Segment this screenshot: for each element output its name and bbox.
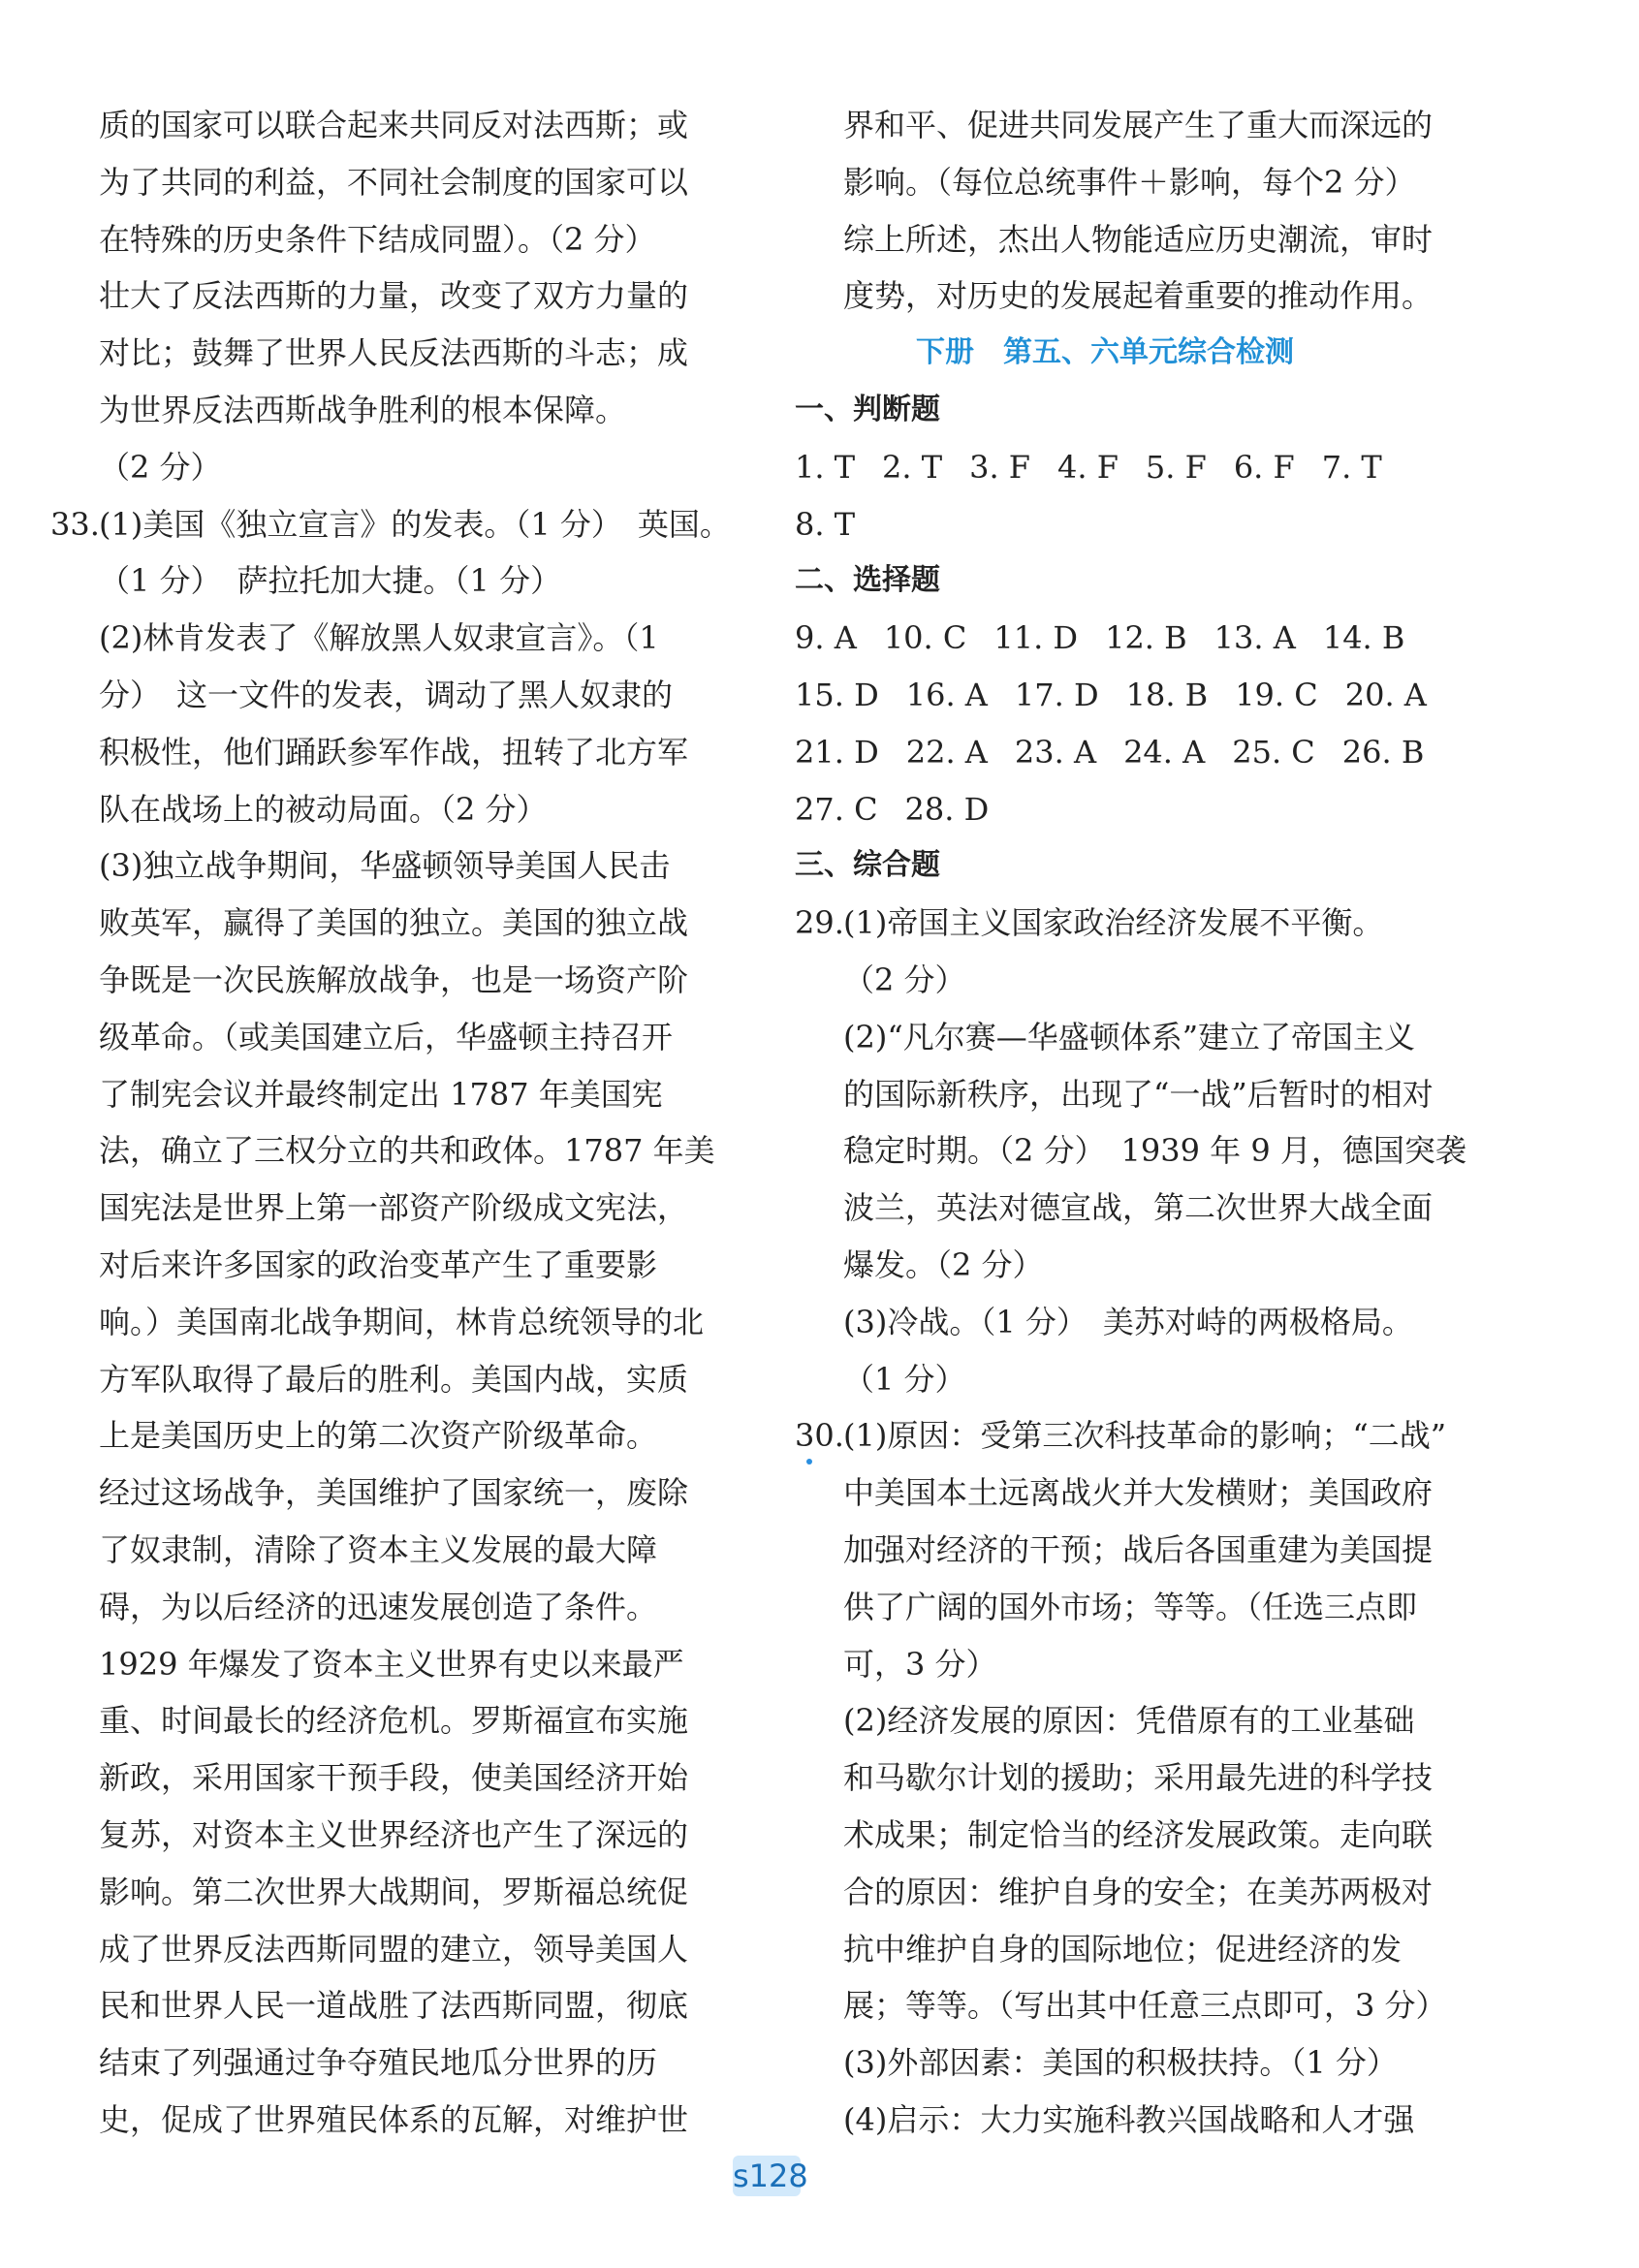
right-column (795, 97, 1464, 2149)
part-heading-comprehensive: 三、综合题 (795, 848, 940, 883)
line-text: 上是美国历史上的第二次资产阶级革命。 (99, 1417, 658, 1455)
line-text: 壮大了反法西斯的力量，改变了双方力量的 (99, 277, 689, 315)
text-line (50, 1692, 719, 1749)
text-line (50, 610, 719, 667)
line-text: 国宪法是世界上第一部资产阶级成文宪法， (99, 1189, 689, 1227)
text-line (50, 1977, 719, 2034)
text-line (50, 496, 731, 553)
text-line: 度势，对历史的发展起着重要的推动作用。 (843, 277, 1434, 315)
line-text: (2)林肯发表了《解放黑人奴隶宣言》。（1 (99, 619, 659, 657)
line-text: 结束了列强通过争夺殖民地瓜分世界的历 (99, 2044, 658, 2082)
answer-item: 8. T (795, 505, 856, 543)
text-line (50, 1522, 719, 1579)
line-text: 响。）美国南北战争期间，林肯总统领导的北 (99, 1303, 705, 1340)
line-text: 重、时间最长的经济危机。罗斯福宣布实施 (99, 1702, 689, 1740)
text-line (795, 2092, 1464, 2149)
answer-item: 15. D (795, 676, 879, 713)
answer-row (795, 496, 1464, 553)
text-line (795, 1522, 1464, 1579)
line-text: (1)帝国主义国家政治经济发展不平衡。 (843, 904, 1384, 942)
text-line (795, 1351, 1464, 1408)
text-line (50, 952, 719, 1009)
line-text: 术成果；制定恰当的经济发展政策。走向联 (843, 1815, 1434, 1853)
text-line (795, 952, 1464, 1009)
line-text: 了奴隶制，清除了资本主义发展的最大障 (99, 1530, 658, 1568)
text-line (50, 1465, 719, 1522)
text-line (795, 1749, 1464, 1807)
line-text: (3)冷战。（1 分） 美苏对峙的两极格局。 (843, 1303, 1413, 1340)
line-text: 1929 年爆发了资本主义世界有史以来最严 (99, 1645, 684, 1683)
text-line: 影响。（每位总统事件＋影响，每个2 分） (843, 163, 1416, 201)
answer-item: 5. F (1145, 448, 1207, 486)
answer-item: 2. T (882, 448, 943, 486)
answer-item: 11. D (993, 619, 1079, 657)
text-line (795, 895, 1464, 952)
line-text: 抗中维护自身的国际地位；促进经济的发 (843, 1930, 1403, 1968)
text-line (50, 268, 719, 325)
text-line (795, 1977, 1464, 2034)
line-text: （2 分） (99, 448, 222, 486)
text-line (50, 211, 719, 268)
text-line (50, 1237, 719, 1294)
line-text: 分） 这一文件的发表，调动了黑人奴隶的 (99, 676, 674, 713)
text-line (795, 1636, 1464, 1693)
text-line (795, 1579, 1464, 1636)
line-text: (2)“凡尔赛—华盛顿体系”建立了帝国主义 (843, 1018, 1416, 1055)
answer-item: 17. D (1014, 676, 1099, 713)
line-text: 积极性，他们踊跃参军作战，扭转了北方军 (99, 733, 689, 771)
text-line (50, 1294, 719, 1351)
text-line (795, 1807, 1464, 1864)
line-text: 供了广阔的国外市场；等等。（任选三点即 (843, 1588, 1418, 1625)
answer-item: 21. D (795, 733, 879, 771)
section-title: 下册 第五、六单元综合检测 (916, 335, 1294, 370)
answer-item: 24. A (1123, 733, 1206, 771)
answer-item: 22. A (905, 733, 988, 771)
text-line (795, 1864, 1464, 1921)
answer-item: 12. B (1105, 619, 1187, 657)
part-heading-judgment: 一、判断题 (795, 392, 940, 426)
line-text: (3)外部因素：美国的积极扶持。（1 分） (843, 2044, 1398, 2082)
answer-item: 9. A (795, 619, 857, 657)
text-line (50, 382, 719, 439)
text-line (50, 2092, 719, 2149)
answer-item: 14. B (1322, 619, 1405, 657)
line-text: 波兰，英法对德宣战，第二次世界大战全面 (843, 1189, 1434, 1227)
line-text: 为世界反法西斯战争胜利的根本保障。 (99, 391, 627, 428)
text-line (50, 552, 719, 610)
line-text: (1)美国《独立宣言》的发表。（1 分） 英国。 (99, 505, 731, 543)
line-text: 展；等等。（写出其中任意三点即可，3 分） (843, 1987, 1447, 2025)
answer-item: 7. T (1321, 448, 1382, 486)
line-text: 经过这场战争，美国维护了国家统一，废除 (99, 1474, 689, 1512)
line-text: 民和世界人民一道战胜了法西斯同盟，彻底 (99, 1987, 689, 2025)
line-text: 影响。第二次世界大战期间，罗斯福总统促 (99, 1873, 689, 1910)
line-text: 队在战场上的被动局面。（2 分） (99, 790, 548, 828)
text-line (50, 1407, 719, 1465)
line-text: 级革命。（或美国建立后，华盛顿主持召开 (99, 1018, 674, 1055)
question-number: 29. (795, 904, 844, 942)
text-line (50, 2034, 719, 2092)
text-line (50, 1066, 719, 1123)
answer-item: 25. C (1232, 733, 1315, 771)
line-text: 对后来许多国家的政治变革产生了重要影 (99, 1245, 658, 1283)
choice-answers (795, 610, 1464, 837)
answer-item: 28. D (904, 790, 990, 828)
answer-item: 23. A (1014, 733, 1097, 771)
answer-item: 4. F (1057, 448, 1119, 486)
line-text: 合的原因：维护自身的安全；在美苏两极对 (843, 1873, 1434, 1910)
line-text: 了制宪会议并最终制定出 1787 年美国宪 (99, 1075, 663, 1113)
line-text: 争既是一次民族解放战争，也是一场资产阶 (99, 961, 689, 998)
text-line (50, 1351, 719, 1408)
answer-row (795, 439, 1464, 496)
answer-row (795, 724, 1464, 781)
text-line (795, 1921, 1464, 1978)
text-line (795, 1180, 1464, 1237)
line-text: 的国际新秩序，出现了“一战”后暂时的相对 (843, 1075, 1434, 1113)
line-text: （1 分） 萨拉托加大捷。（1 分） (99, 562, 562, 600)
line-text: 复苏，对资本主义世界经济也产生了深远的 (99, 1815, 689, 1853)
text-line: 综上所述，杰出人物能适应历史潮流，审时 (843, 220, 1434, 258)
line-text: (3)独立战争期间，华盛顿领导美国人民击 (99, 847, 671, 885)
text-line (50, 667, 719, 724)
text-line: 界和平、促进共同发展产生了重大而深远的 (843, 107, 1434, 143)
answer-row (795, 781, 1464, 838)
answer-item: 18. B (1125, 676, 1209, 713)
question-number: 33. (50, 505, 100, 543)
text-line (50, 1921, 719, 1978)
line-text: 稳定时期。（2 分） 1939 年 9 月，德国突袭 (843, 1132, 1466, 1170)
text-line (50, 1122, 719, 1180)
line-text: 质的国家可以联合起来共同反对法西斯；或 (99, 107, 689, 143)
answer-row (795, 667, 1464, 724)
text-line (50, 439, 719, 496)
line-text: 中美国本土远离战火并大发横财；美国政府 (843, 1474, 1434, 1512)
line-text: 史，促成了世界殖民体系的瓦解，对维护世 (99, 2100, 689, 2138)
answer-item: 19. C (1235, 676, 1318, 713)
answer-item: 27. C (795, 790, 878, 828)
line-text: (1)原因：受第三次科技革命的影响；“二战” (843, 1417, 1447, 1455)
text-line (50, 837, 719, 895)
text-line (50, 724, 719, 781)
line-text: 爆发。（2 分） (843, 1245, 1044, 1283)
answer-item: 16. A (905, 676, 988, 713)
line-text: 在特殊的历史条件下结成同盟）。（2 分） (99, 220, 656, 258)
line-text: （2 分） (843, 961, 966, 998)
text-line (795, 1122, 1464, 1180)
line-text: 碍，为以后经济的迅速发展创造了条件。 (99, 1588, 658, 1625)
line-text: (4)启示：大力实施科教兴国战略和人才强 (843, 2100, 1415, 2138)
line-text: 和马歇尔计划的援助；采用最先进的科学技 (843, 1759, 1434, 1797)
text-line (795, 1237, 1464, 1294)
text-line (795, 1465, 1464, 1522)
line-text: 法，确立了三权分立的共和政体。1787 年美 (99, 1132, 715, 1170)
line-text: (2)经济发展的原因：凭借原有的工业基础 (843, 1702, 1415, 1740)
question-30 (795, 1407, 1464, 2148)
text-line (795, 1407, 1464, 1465)
text-line (795, 1692, 1464, 1749)
text-line (50, 154, 719, 211)
text-line (50, 1749, 719, 1807)
line-text: 对比；鼓舞了世界人民反法西斯的斗志；成 (99, 334, 689, 372)
answer-item: 20. A (1344, 676, 1427, 713)
line-text: 败英军，赢得了美国的独立。美国的独立战 (99, 904, 689, 942)
text-line (50, 1579, 719, 1636)
line-text: 加强对经济的干预；战后各国重建为美国提 (843, 1530, 1434, 1568)
line-text: 新政，采用国家干预手段，使美国经济开始 (99, 1759, 689, 1797)
text-line (795, 1294, 1464, 1351)
text-line (795, 1066, 1464, 1123)
answer-item: 13. A (1213, 619, 1296, 657)
line-text: 为了共同的利益，不同社会制度的国家可以 (99, 163, 689, 201)
answer-item: 6. F (1233, 448, 1295, 486)
answer-row (795, 610, 1464, 667)
text-line (795, 2034, 1464, 2092)
text-line (795, 1009, 1464, 1066)
text-line (50, 1864, 719, 1921)
text-line (50, 1009, 719, 1066)
text-line (50, 325, 719, 382)
text-line (50, 1807, 719, 1864)
question-number: 30. (795, 1417, 844, 1455)
line-text: 方军队取得了最后的胜利。美国内战，实质 (99, 1360, 689, 1398)
text-line (50, 1636, 719, 1693)
answer-item: 26. B (1341, 733, 1425, 771)
answer-item: 10. C (883, 619, 967, 657)
line-text: 成了世界反法西斯同盟的建立，领导美国人 (99, 1930, 689, 1968)
part-heading-choice: 二、选择题 (795, 563, 940, 598)
answer-item: 3. F (969, 448, 1030, 486)
text-line (50, 1180, 719, 1237)
line-text: （1 分） (843, 1360, 966, 1398)
text-line (50, 97, 719, 154)
question-29 (795, 895, 1464, 1407)
text-line (50, 895, 719, 952)
text-line (50, 781, 719, 838)
line-text: 可，3 分） (843, 1645, 997, 1683)
page-number: s128 (733, 2158, 808, 2194)
left-column (50, 97, 731, 2149)
answer-item: 1. T (795, 448, 856, 486)
